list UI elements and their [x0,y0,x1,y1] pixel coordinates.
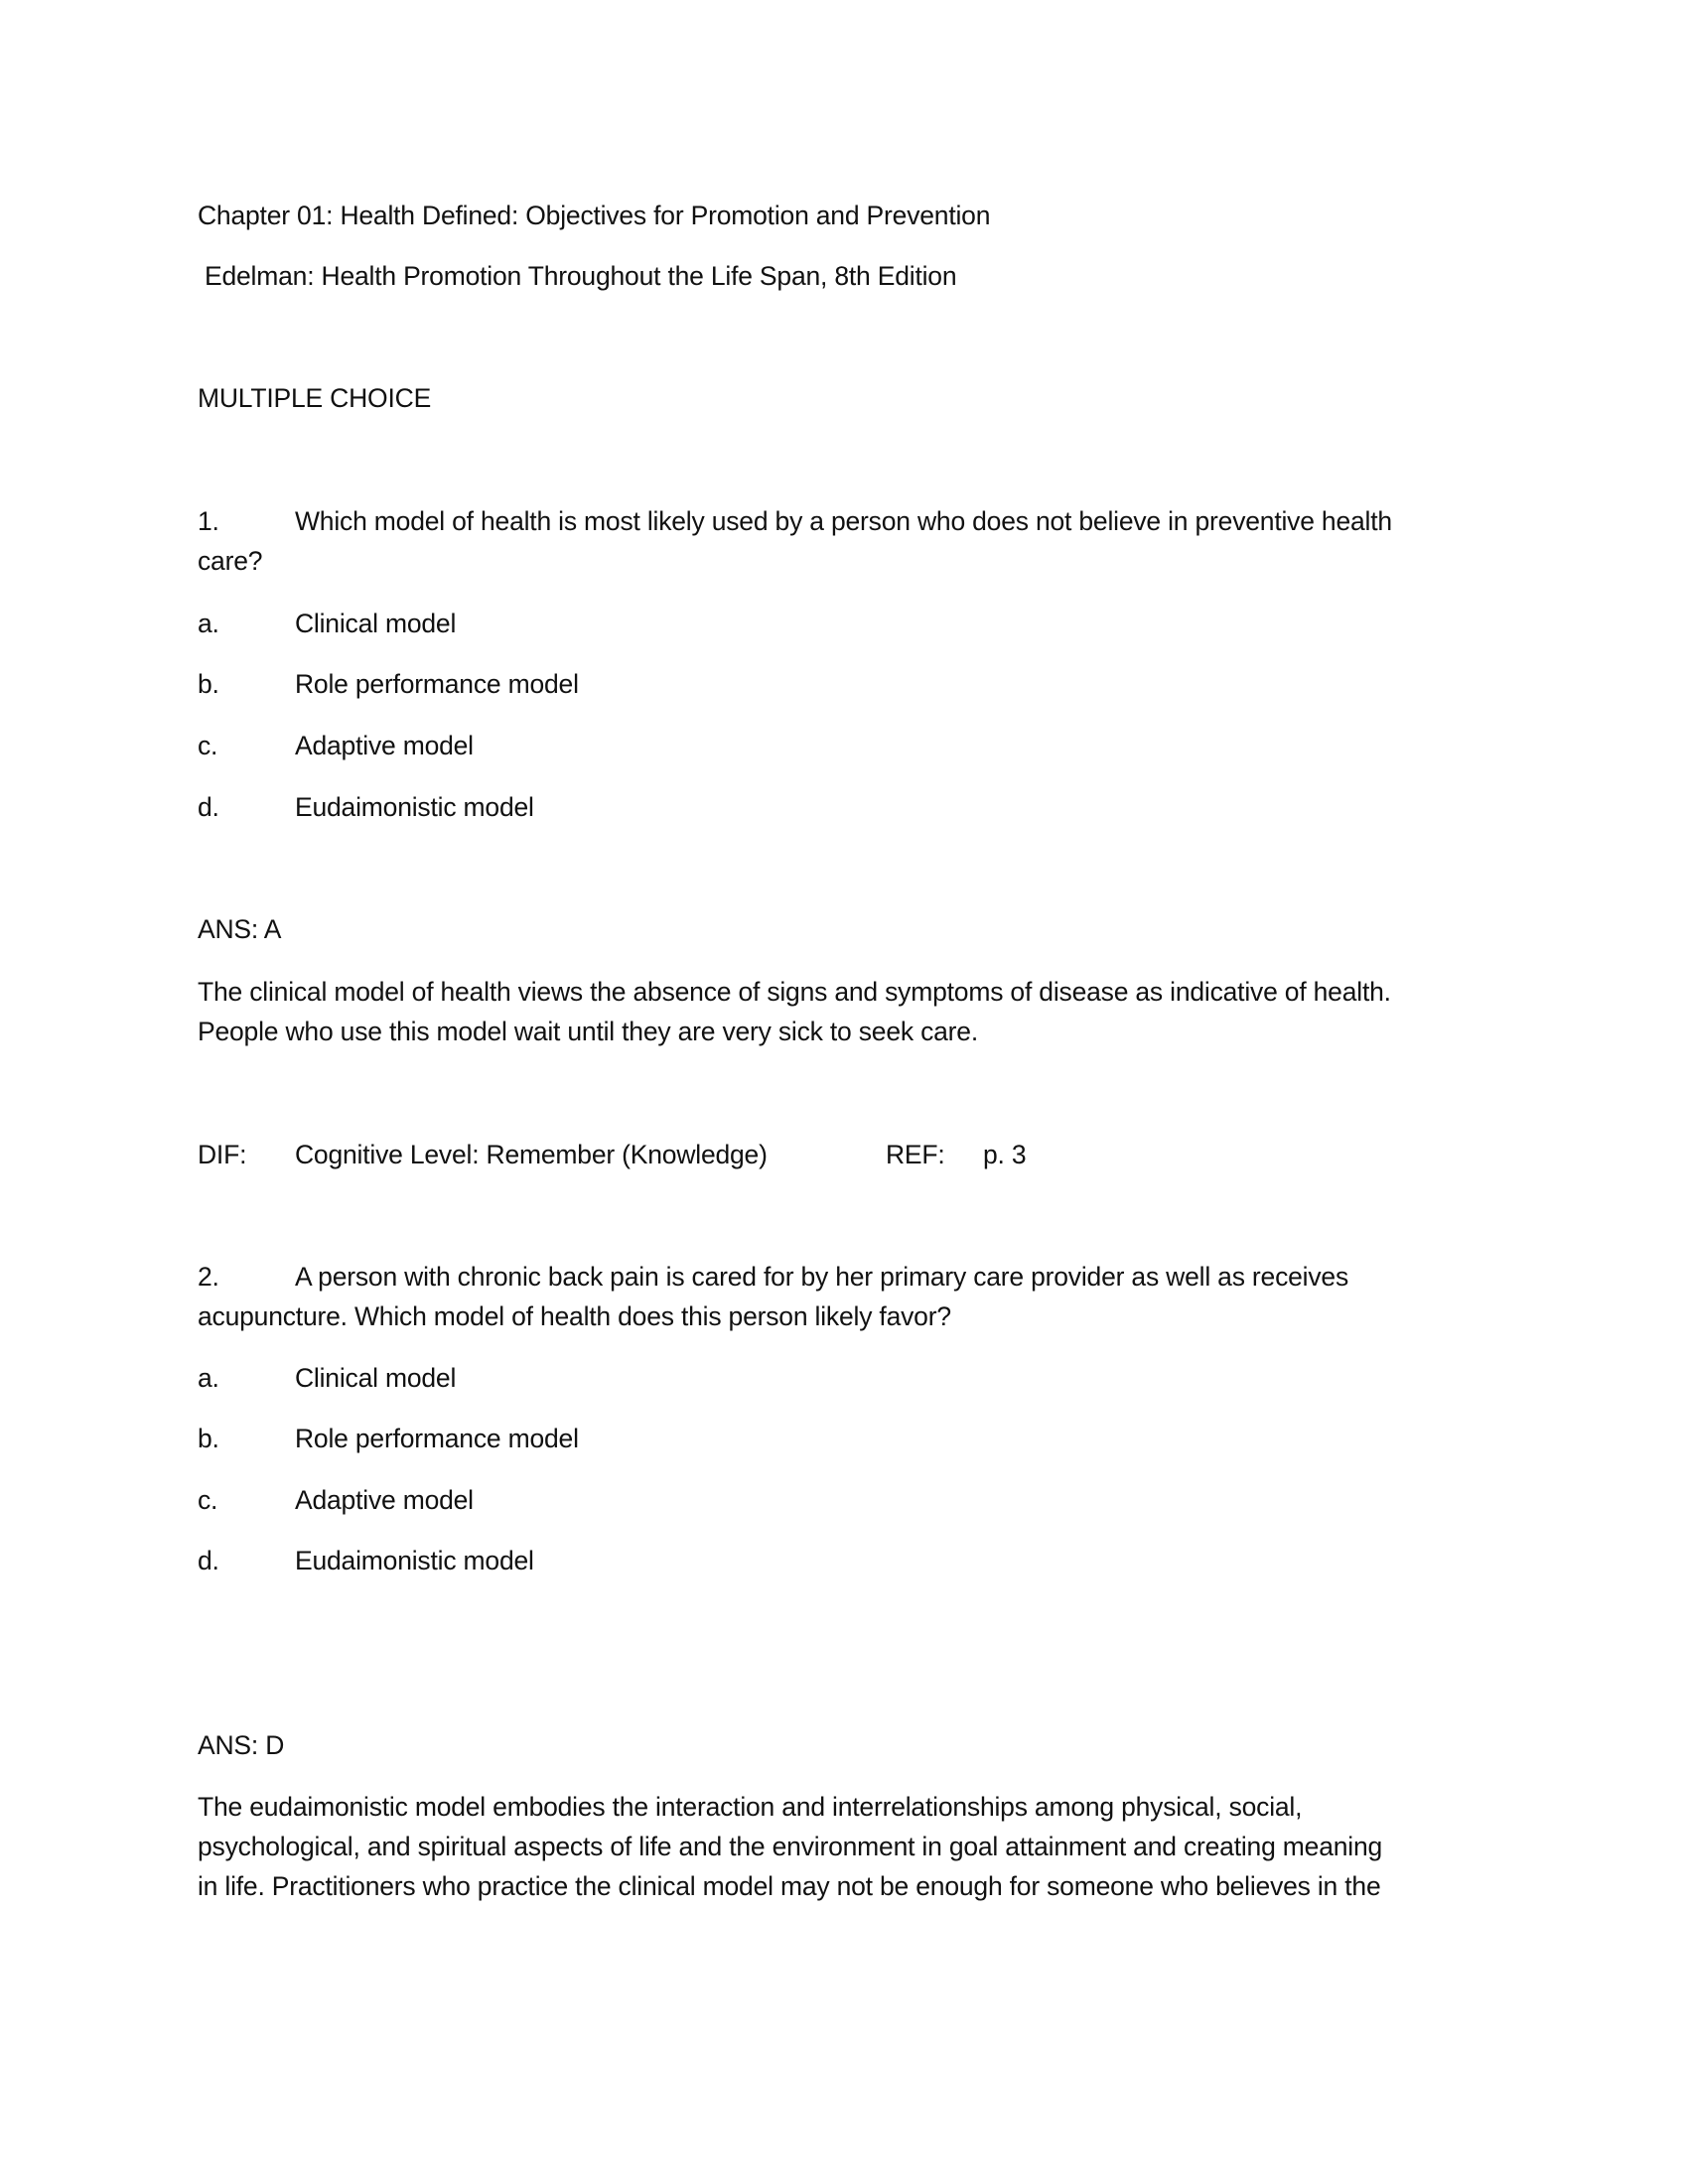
chapter-title: Chapter 01: Health Defined: Objectives for Promotion and Prevention [198,201,991,230]
option-letter: c. [198,1485,218,1515]
rationale: The eudaimonistic model embodies the interaction and interrelationships among physical, social, [198,1792,1303,1822]
dif-value: Cognitive Level: Remember (Knowledge) [295,1140,768,1169]
section-title: MULTIPLE CHOICE [198,383,432,413]
book-title: Edelman: Health Promotion Throughout the Life Span, 8th Edition [205,261,957,291]
answer: ANS: D [198,1730,285,1760]
option-letter: a. [198,609,219,638]
option-letter: d. [198,792,219,822]
rationale: in life. Practitioners who practice the clinical model may not be enough for someone who believes in the [198,1871,1381,1901]
option-text: Eudaimonistic model [295,1546,534,1575]
option-text: Role performance model [295,1424,579,1453]
option-text: Clinical model [295,609,457,638]
question-number: 2. [198,1262,219,1292]
question-stem: acupuncture. Which model of health does this person likely favor? [198,1301,951,1331]
option-text: Eudaimonistic model [295,792,534,822]
rationale: psychological, and spiritual aspects of life and the environment in goal attainment and creating meaning [198,1832,1383,1861]
ref-label: REF: [886,1140,945,1169]
question-stem: A person with chronic back pain is cared for by her primary care provider as well as receives [295,1262,1349,1292]
option-letter: d. [198,1546,219,1575]
question-stem: Which model of health is most likely used by a person who does not believe in preventive health [295,506,1392,536]
option-letter: a. [198,1363,219,1393]
option-letter: c. [198,731,218,760]
option-text: Role performance model [295,669,579,699]
question-stem: care? [198,546,263,576]
question-number: 1. [198,506,219,536]
option-text: Clinical model [295,1363,457,1393]
option-text: Adaptive model [295,731,474,760]
rationale: People who use this model wait until they are very sick to seek care. [198,1017,979,1046]
option-letter: b. [198,669,219,699]
answer: ANS: A [198,914,282,944]
ref-value: p. 3 [983,1140,1027,1169]
rationale: The clinical model of health views the absence of signs and symptoms of disease as indicative of health. [198,977,1391,1007]
option-text: Adaptive model [295,1485,474,1515]
option-letter: b. [198,1424,219,1453]
dif-label: DIF: [198,1140,247,1169]
